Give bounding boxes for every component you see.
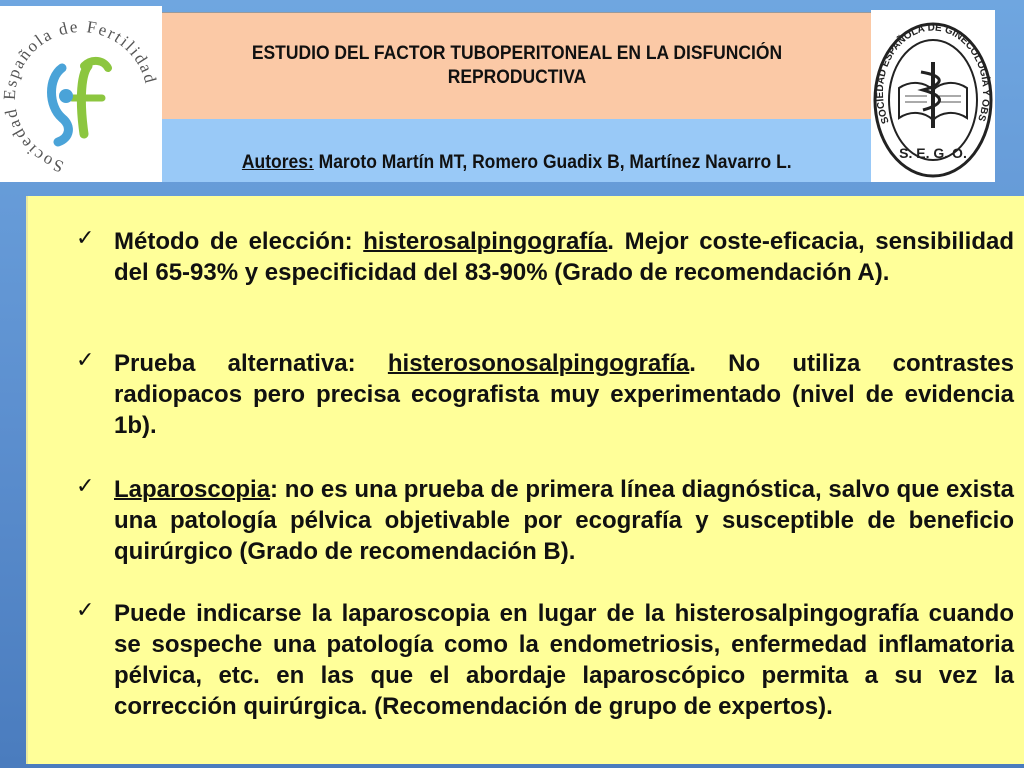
page-title: ESTUDIO DEL FACTOR TUBOPERITONEAL EN LA DISFUNCIÓN REPRODUCTIVA [251, 43, 782, 88]
bullet-underlined-term: histerosalpingografía [363, 228, 608, 255]
sef-monogram-icon [52, 61, 109, 142]
authors-label: Autores: [241, 152, 314, 173]
bullet-text [114, 226, 1014, 288]
checkmark-icon: ✓ [76, 348, 95, 373]
bullet-text-part: : no es una prueba de primera línea diagnóstica, salvo que exista una patología pélvica objetivable por ecografía y susceptible de beneficio quirúrgico (Grado de recomendación B). [114, 476, 1014, 565]
bullet-text-part: Método de elección: [114, 228, 364, 255]
sef-logo-graphic [0, 6, 162, 182]
authors-line [242, 152, 792, 174]
sego-bottom-text: S. E. G. O. [899, 145, 967, 161]
authors-banner [162, 119, 871, 182]
bullet-text-part: Puede indicarse la laparoscopia en lugar de la histerosalpingografía cuando se sospeche una patología como la endometriosis, enfermedad inflamatoria pélvica, etc. en las que el abordaje laparoscópico permita a su vez la corrección quirúrgica. (Recomendación de grupo de expertos). [114, 600, 1014, 720]
bullet-text [114, 598, 1014, 722]
sego-logo-graphic [871, 10, 995, 182]
bullet-text [114, 348, 1014, 441]
bullet-text-part: . No utiliza contrastes radiopacos pero precisa ecografista muy experimentado (nivel de evidencia 1b). [114, 350, 1014, 439]
checkmark-icon: ✓ [76, 598, 95, 623]
bullet-text-part: Prueba alternativa: [114, 350, 388, 377]
authors-names: Maroto Martín MT, Romero Guadix B, Martínez Navarro L. [318, 152, 792, 173]
sef-ring-text: Sociedad Española de Fertilidad [0, 16, 161, 177]
bullet-text [114, 474, 1014, 567]
bullet-underlined-term: histerosonosalpingografía [387, 350, 690, 377]
sef-logo [0, 6, 162, 182]
content-panel [26, 196, 1024, 764]
sego-ring-text: SOCIEDAD ESPAÑOLA DE GINECOLOGÍA Y OBS [874, 22, 992, 126]
bullet-text-part: . Mejor coste-eficacia, sensibilidad del 65-93% y especificidad del 83-90% (Grado de recomendación A). [114, 228, 1014, 286]
checkmark-icon: ✓ [76, 474, 95, 499]
checkmark-icon: ✓ [76, 226, 95, 251]
title-banner [162, 12, 871, 120]
sego-logo [871, 10, 995, 182]
bullet-underlined-term: Laparoscopia [114, 476, 271, 503]
